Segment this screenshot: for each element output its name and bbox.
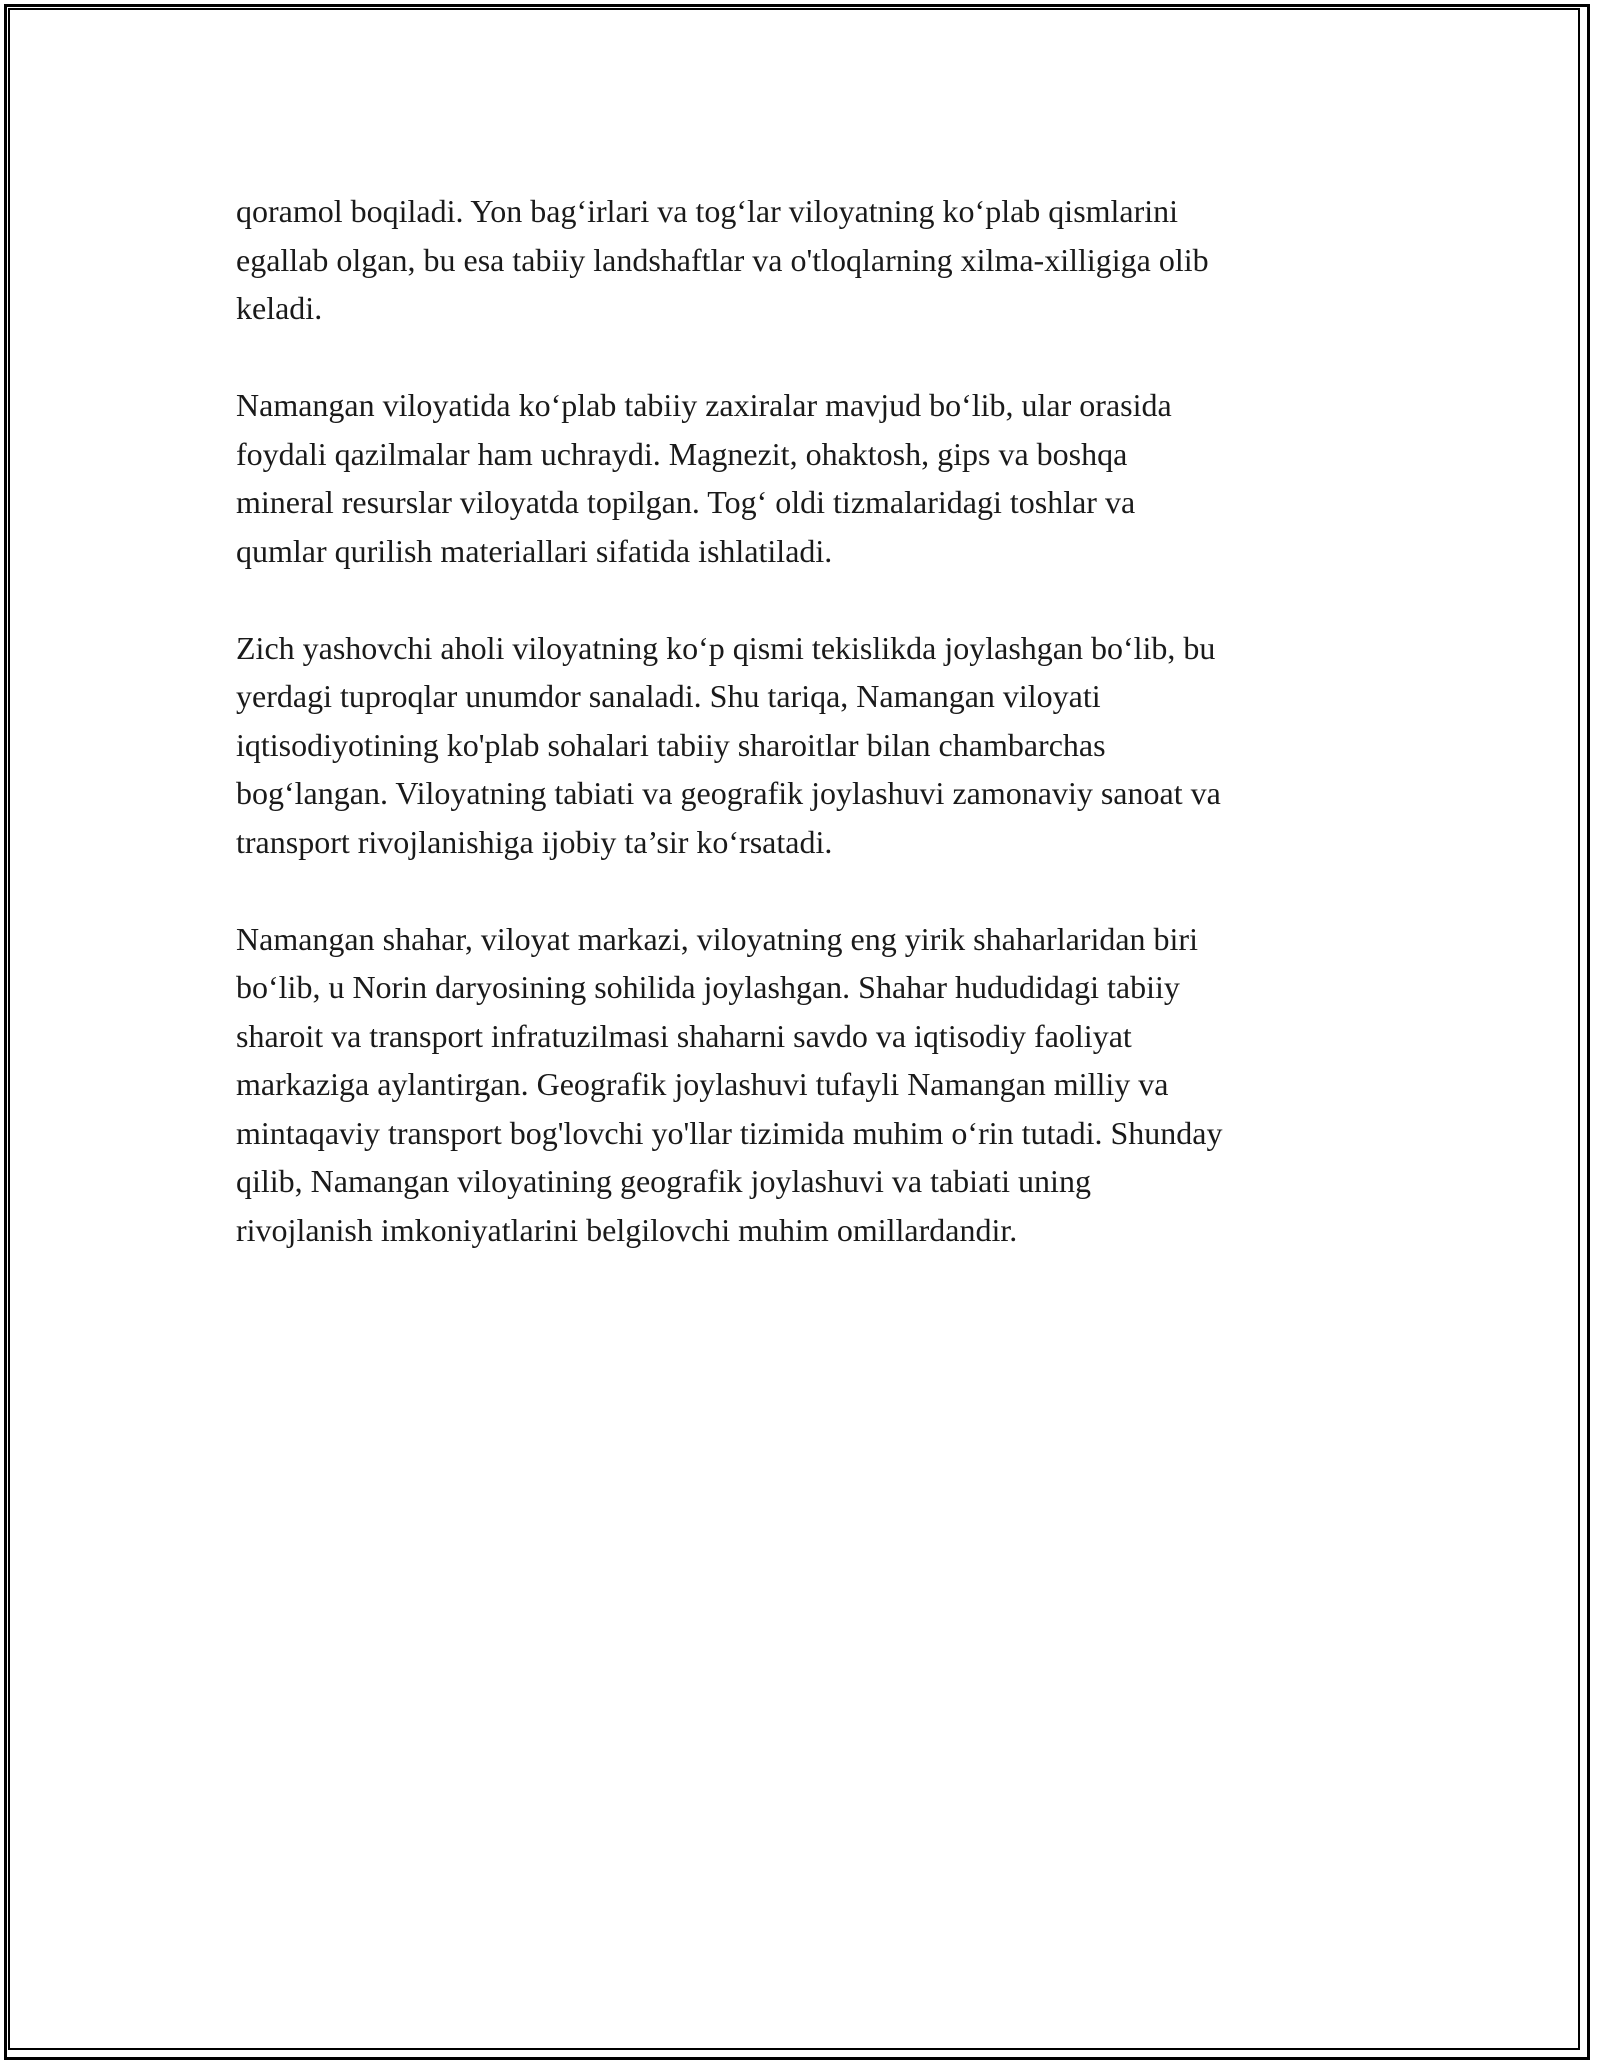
document-body [236, 187, 1376, 1303]
paragraph-2: Namangan viloyatida ko‘plab tabiiy zaxiralar mavjud bo‘lib, ular orasida foydali qazilmalar ham uchraydi. Magnezit, ohaktosh, gips va boshqa mineral resurslar viloyatda topilgan. Tog‘ oldi tizmalaridagi toshlar va qumlar qurilish materiallari sifatida ishlatiladi. [236, 387, 1172, 569]
paragraph-4: Namangan shahar, viloyat markazi, viloyatning eng yirik shaharlaridan biri bo‘lib, u Norin daryosining sohilida joylashgan. Shahar hududidagi tabiiy sharoit va transport infratuzilmasi shaharni savdo va iqtisodiy faoliyat markaziga aylantirgan. Geografik joylashuvi tufayli Namangan milliy va mintaqaviy transport bog'lovchi yo'llar tizimida muhim o‘rin tutadi. Shunday qilib, Namangan viloyatining geografik joylashuvi va tabiati uning rivojlanish imkoniyatlarini belgilovchi muhim omillardandir. [236, 920, 1223, 1248]
paragraph-3: Zich yashovchi aholi viloyatning ko‘p qismi tekislikda joylashgan bo‘lib, bu yerdagi tuproqlar unumdor sanaladi. Shu tariqa, Namangan viloyati iqtisodiyotining ko'plab sohalari tabiiy sharoitlar bilan chambarchas bog‘langan. Viloyatning tabiati va geografik joylashuvi zamonaviy sanoat va transport rivojlanishiga ijobiy ta’sir ko‘rsatadi. [236, 629, 1221, 860]
paragraph-1: qoramol boqiladi. Yon bag‘irlari va tog‘lar viloyatning ko‘plab qismlarini egallab olgan, bu esa tabiiy landshaftlar va o'tloqlarning xilma-xilligiga olib keladi. [236, 193, 1209, 326]
